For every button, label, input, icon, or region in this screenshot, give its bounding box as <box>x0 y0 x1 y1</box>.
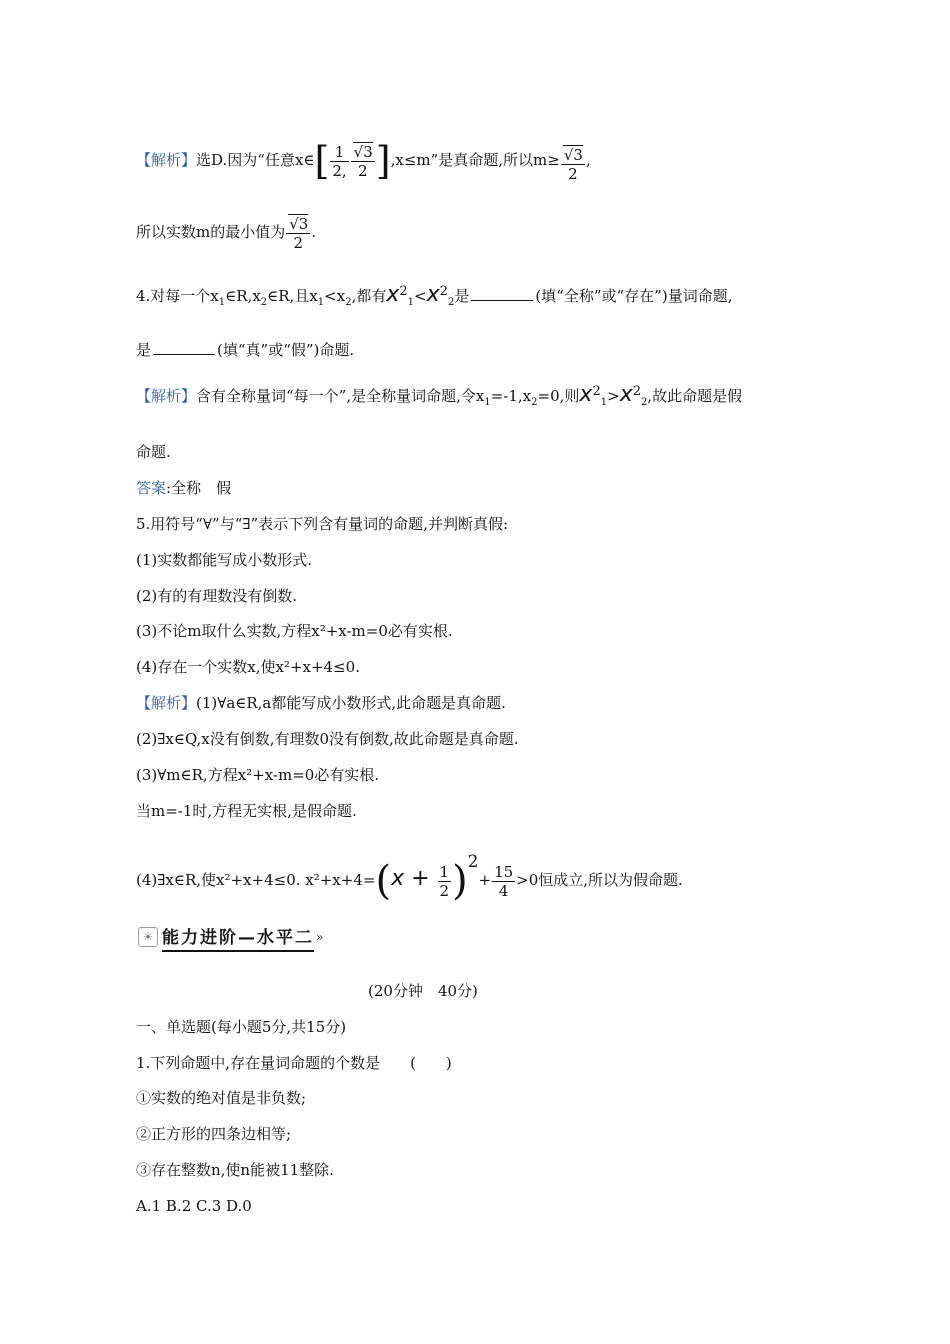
fraction-sqrt3-over-2: $\frac{√3}{2}$ <box>561 146 585 183</box>
section-header <box>138 924 323 950</box>
section-title: 能力进阶—水平二 <box>162 923 314 952</box>
q4-analysis: 【解析】含有全称量词“每一个”,是全称量词命题,令$x_1=-1,x_2=0$,则$x2_1>x2_2$,故此命题是假 <box>136 382 743 408</box>
part-heading: 一、单选题(每小题5分,共15分) <box>136 1018 347 1036</box>
fill-blank-1[interactable] <box>471 286 533 301</box>
q4-stem-line2: 是 (填“真”或“假”)命题. <box>136 341 355 359</box>
statement: ②正方形的四条边相等; <box>136 1125 292 1143</box>
q4-analysis-line2: 命题. <box>136 443 171 461</box>
q3-analysis-line2: 所以实数m的最小值为 $\frac{√3}{2}$ . <box>136 214 317 252</box>
double-arrow-icon: » <box>316 930 324 944</box>
statement: ③存在整数n,使n能被11整除. <box>136 1161 334 1179</box>
fraction-sqrt3-over-2: $\frac{√3}{2}$ <box>286 215 310 252</box>
choices: A.1 B.2 C.3 D.0 <box>136 1197 252 1215</box>
q3-analysis-line1: 【解析】选D.因为“任意x∈[ $\frac{1}{2,}$ $\frac{√3}{2}$ ],x≤m”是真命题,所以m≥ $\frac{√3}{2}$ , <box>136 139 591 183</box>
fraction-sqrt3-over-2: $\frac{√3}{2}$ <box>351 143 375 180</box>
q5-analysis-4: (4)∃x∈R,使x²+x+4≤0. x²+x+4=(x + $\frac{1}{2}$ )2+ $\frac{15}{4}$ >0恒成立,所以为假命题. <box>136 852 683 904</box>
q5-analysis-3: (3)∀m∈R,方程x²+x-m=0必有实根. <box>136 766 380 784</box>
q5-item: (4)存在一个实数x,使x²+x+4≤0. <box>136 658 360 676</box>
question-1: 1.下列命题中,存在量词命题的个数是 ( ) <box>136 1054 452 1072</box>
q4-answer: 答案:全称 假 <box>136 479 232 497</box>
q4-stem: 4.对每一个$x_1\in R,x_2\in R$,且$x_1<x_2$,都有$x2_1<x2_2$是 (填“全称”或“存在”)量词命题, <box>136 282 733 308</box>
lightbulb-icon: ☀ <box>138 927 158 947</box>
q5-item: (3)不论m取什么实数,方程x²+x-m=0必有实根. <box>136 622 453 640</box>
q5-analysis-1: 【解析】(1)∀a∈R,a都能写成小数形式,此命题是真命题. <box>136 694 506 712</box>
q5-item: (1)实数都能写成小数形式. <box>136 551 313 569</box>
q5-stem: 5.用符号“∀”与“∃”表示下列含有量词的命题,并判断真假: <box>136 515 508 533</box>
q5-item: (2)有的有理数没有倒数. <box>136 587 298 605</box>
q5-analysis-3b: 当m=-1时,方程无实根,是假命题. <box>136 802 357 820</box>
fraction-half: $\frac{1}{2,}$ <box>332 142 347 180</box>
time-score: (20分钟 40分) <box>368 982 478 1000</box>
analysis-tag: 【解析】 <box>136 151 197 169</box>
fill-blank-2[interactable] <box>153 340 215 355</box>
statement: ①实数的绝对值是非负数; <box>136 1089 307 1107</box>
q5-analysis-2: (2)∃x∈Q,x没有倒数,有理数0没有倒数,故此命题是真命题. <box>136 730 519 748</box>
